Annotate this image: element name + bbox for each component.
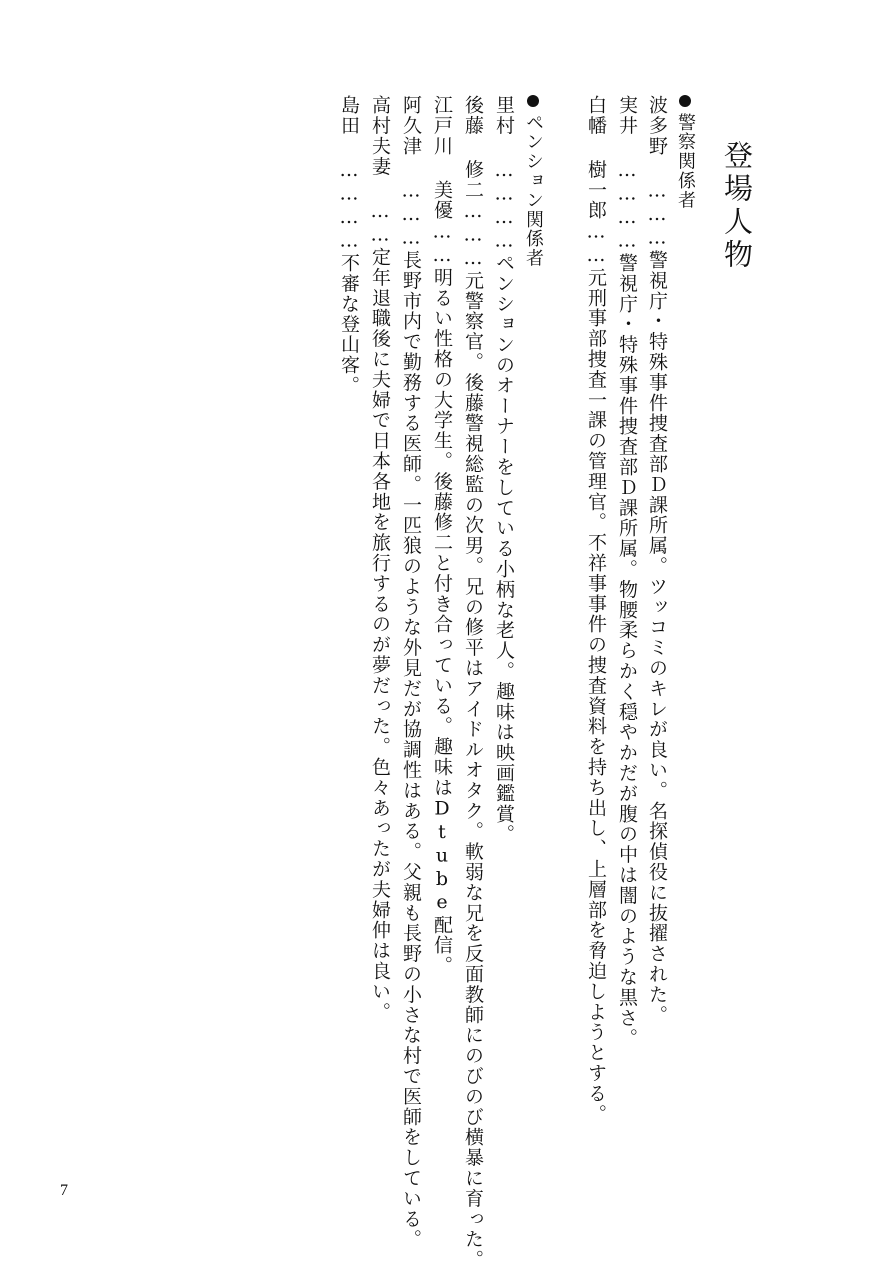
character-entry: 江戸川 美優……明るい性格の大学生。後藤修二と付き合っている。趣味はDtube配信。 — [431, 95, 453, 976]
character-entry: 白幡 樹一郎……元刑事部捜査一課の管理官。不祥事事件の捜査資料を持ち出し、上層部を脅迫しようとする。 — [585, 95, 607, 1124]
bullet-icon — [527, 95, 539, 107]
character-entry: 里村 …………ペンションのオーナーをしている小柄な老人。趣味は映画鑑賞。 — [493, 95, 515, 845]
character-entry: 高村夫妻 ……定年退職後に夫婦で日本各地を旅行するのが夢だった。色々あったが夫婦仲は良い。 — [369, 95, 391, 1022]
section-heading-police: 警察関係者 — [676, 95, 694, 210]
page-title: 登場人物 — [720, 140, 754, 272]
character-entry: 実井 …………警視庁・特殊事件捜査部Ｄ課所属。物腰柔らかく穏やかだが腹の中は闇のような黒さ。 — [616, 95, 638, 1049]
section-heading-pension: ペンション関係者 — [524, 95, 542, 268]
character-entry: 後藤 修二………元警察官。後藤警視総監の次男。兄の修平はアイドルオタク。軟弱な兄を反面教師にのびのび横暴に育った。 — [462, 95, 484, 1270]
character-entry: 波多野 ………警視庁・特殊事件捜査部Ｄ課所属。ツッコミのキレが良い。名探偵役に抜擢された。 — [646, 95, 668, 1025]
character-entry: 阿久津 ………長野市内で勤務する医師。一匹狼のような外見だが協調性はある。父親も長野の小さな村で医師をしている。 — [400, 95, 422, 1250]
character-entry: 島田 …………不審な登山客。 — [338, 95, 360, 396]
page-number: 7 — [60, 1182, 68, 1199]
bullet-icon — [679, 95, 691, 107]
